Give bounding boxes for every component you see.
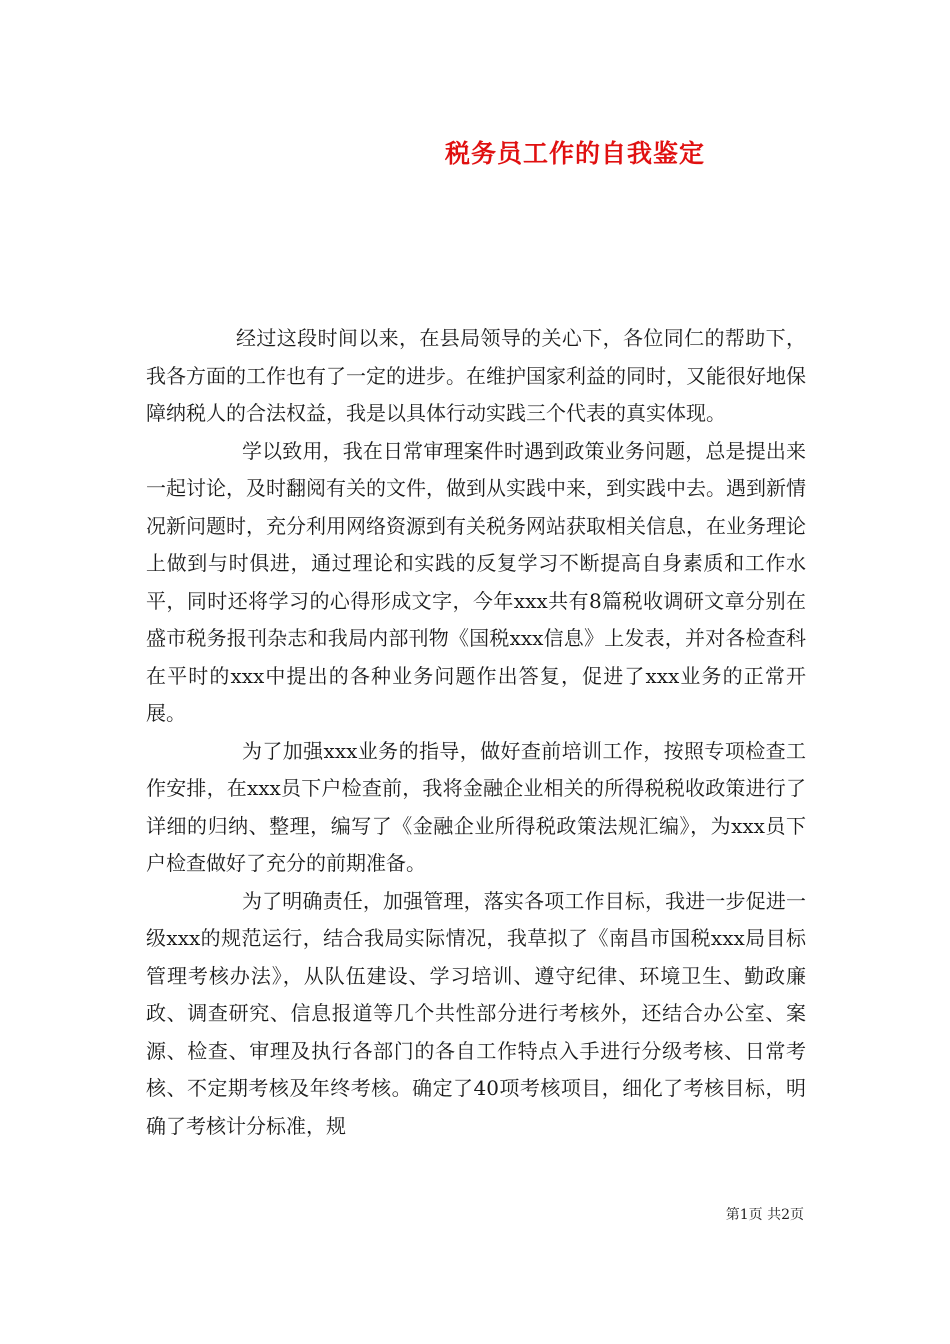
document-title: 税务员工作的自我鉴定 xyxy=(444,139,705,168)
paragraph: 经过这段时间以来，在县局领导的关心下，各位同仁的帮助下，我各方面的工作也有了一定的进步。在维护国家利益的同时，又能很好地保障纳税人的合法权益，我是以具体行动实践三个代表的真实体现。 xyxy=(146,326,806,425)
page-number: 第1页 共2页 xyxy=(725,1207,804,1223)
document-body xyxy=(146,320,806,1145)
paragraph: 为了加强xxx业务的指导，做好查前培训工作，按照专项检查工作安排，在xxx员下户检查前，我将金融企业相关的所得税税收政策进行了详细的归纳、整理，编写了《金融企业所得税政策法规汇编》，为xxx员下户检查做好了充分的前期准备。 xyxy=(146,738,806,875)
paragraph: 学以致用，我在日常审理案件时遇到政策业务问题，总是提出来一起讨论，及时翻阅有关的文件，做到从实践中来，到实践中去。遇到新情况新问题时，充分利用网络资源到有关税务网站获取相关信息，在业务理论上做到与时俱进，通过理论和实践的反复学习不断提高自身素质和工作水平，同时还将学习的心得形成文字，今年xxx共有8篇税收调研文章分别在盛市税务报刊杂志和我局内部刊物《国税xxx信息》上发表，并对各检查科在平时的xxx中提出的各种业务问题作出答复，促进了xxx业务的正常开展。 xyxy=(146,438,806,725)
paragraph: 为了明确责任，加强管理，落实各项工作目标，我进一步促进一级xxx的规范运行，结合我局实际情况，我草拟了《南昌市国税xxx局目标管理考核办法》，从队伍建设、学习培训、遵守纪律、环境卫生、勤政廉政、调查研究、信息报道等几个共性部分进行考核外，还结合办公室、案源、检查、审理及执行各部门的各自工作特点入手进行分级考核、日常考核、不定期考核及年终考核。确定了40项考核项目，细化了考核目标，明确了考核计分标准，规 xyxy=(146,888,806,1138)
